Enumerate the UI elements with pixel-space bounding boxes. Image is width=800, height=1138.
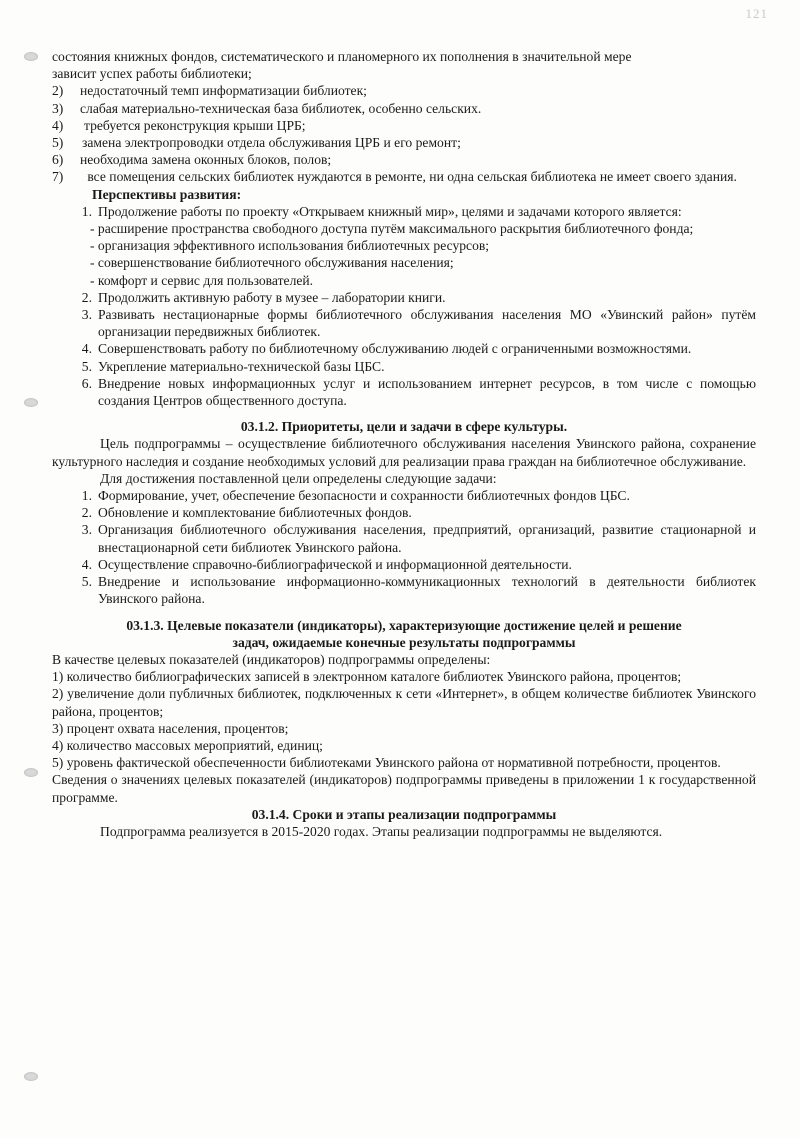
- problem-text: все помещения сельских библиотек нуждаются в ремонте, ни одна сельская библиотека не имеет своего здания.: [87, 169, 737, 185]
- problem-number: 2): [52, 83, 64, 99]
- perspective-number: 5.: [81, 358, 92, 374]
- document-body: [52, 48, 756, 840]
- task-number: 1.: [81, 488, 92, 504]
- perspective-text: Продолжить активную работу в музее – лаборатории книги.: [98, 289, 446, 305]
- indicator-item: 2) увеличение доли публичных библиотек, подключенных к сети «Интернет», в общем количестве библиотек Увинского района, процентов;: [52, 686, 756, 719]
- perspective-sub-item: - комфорт и сервис для пользователей.: [90, 272, 314, 288]
- problem-number: 5): [52, 135, 64, 151]
- perspective-text: Укрепление материально-технической базы ЦБС.: [98, 358, 385, 374]
- section-314-heading: 03.1.4. Сроки и этапы реализации подпрограммы: [251, 806, 557, 822]
- section-314-text: Подпрограмма реализуется в 2015-2020 годах. Этапы реализации подпрограммы не выделяются.: [100, 823, 663, 839]
- problem-item: [52, 117, 756, 134]
- task-item: [52, 573, 756, 607]
- section-313-note: Сведения о значениях целевых показателей (индикаторов) подпрограммы приведены в приложении 1 к государственной программе.: [52, 772, 756, 805]
- task-number: 4.: [81, 556, 92, 572]
- problem-item: [52, 82, 756, 99]
- task-text: Обновление и комплектование библиотечных фондов.: [98, 505, 412, 521]
- section-312-tasks-intro: Для достижения поставленной цели определены следующие задачи:: [100, 470, 497, 486]
- perspective-sub-item: - расширение пространства свободного доступа путём максимального раскрытия библиотечного фонда;: [90, 221, 694, 237]
- indicator-item: 4) количество массовых мероприятий, единиц;: [52, 737, 323, 753]
- perspective-text: Внедрение новых информационных услуг и использованием интернет ресурсов, в том числе с помощью создания Центров общественного доступа.: [98, 375, 756, 409]
- task-item: [52, 504, 756, 521]
- section-312-heading: 03.1.2. Приоритеты, цели и задачи в сфере культуры.: [240, 419, 568, 435]
- perspective-text: Совершенствовать работу по библиотечному обслуживанию людей с ограниченными возможностями.: [98, 341, 692, 357]
- problem-item: [52, 151, 756, 168]
- task-text: Организация библиотечного обслуживания населения, предприятий, организаций, развитие стационарной и внестационарной сети библиотек Увинского района.: [98, 522, 756, 555]
- perspective-text: Продолжение работы по проекту «Открываем книжный мир», целями и задачами которого является:: [98, 203, 682, 219]
- problem-number: 4): [52, 117, 64, 133]
- intro-line-1: состояния книжных фондов, систематического и планомерного их пополнения в значительной мере: [52, 49, 632, 64]
- task-number: 3.: [81, 522, 92, 538]
- perspective-number: 2.: [81, 289, 92, 305]
- problem-item: [52, 134, 756, 151]
- perspective-item: [52, 375, 756, 409]
- section-313-heading-line-1: 03.1.3. Целевые показатели (индикаторы), характеризующие достижение целей и решение: [126, 617, 682, 633]
- perspective-sub-item: - совершенствование библиотечного обслуживания населения;: [90, 255, 454, 271]
- perspective-item: [52, 306, 756, 340]
- problems-list: [52, 82, 756, 185]
- perspective-item: [52, 340, 756, 357]
- perspective-item: [52, 289, 756, 306]
- section-312-tasks-list: [52, 487, 756, 607]
- task-text: Осуществление справочно-библиографической и информационной деятельности.: [98, 556, 572, 572]
- problem-item: [52, 168, 756, 185]
- problem-item: [52, 100, 756, 117]
- task-text: Формирование, учет, обеспечение безопасности и сохранности библиотечных фондов ЦБС.: [98, 488, 630, 504]
- problem-text: требуется реконструкция крыши ЦРБ;: [84, 117, 306, 133]
- intro-text: [52, 48, 756, 82]
- problem-number: 7): [52, 169, 64, 185]
- perspective-sub-list: [52, 220, 756, 289]
- section-313-intro: В качестве целевых показателей (индикаторов) подпрограммы определены:: [52, 651, 491, 667]
- problem-number: 6): [52, 152, 64, 168]
- perspective-item: [52, 358, 756, 375]
- perspective-sub-item: - организация эффективного использования библиотечных ресурсов;: [90, 238, 490, 254]
- perspectives-heading: Перспективы развития:: [92, 186, 242, 202]
- punch-hole-mark: [24, 1072, 38, 1081]
- perspective-number: 3.: [81, 307, 92, 323]
- perspective-number: 4.: [81, 341, 92, 357]
- task-item: [52, 487, 756, 504]
- task-number: 2.: [81, 505, 92, 521]
- indicator-item: 3) процент охвата населения, процентов;: [52, 720, 289, 736]
- problem-text: замена электропроводки отдела обслуживания ЦРБ и его ремонт;: [82, 135, 461, 151]
- problem-text: недостаточный темп информатизации библиотек;: [80, 83, 367, 99]
- task-number: 5.: [81, 574, 92, 590]
- perspective-item: [52, 203, 756, 220]
- punch-hole-mark: [24, 768, 38, 777]
- perspective-number: 6.: [81, 375, 92, 391]
- perspective-number: 1.: [81, 203, 92, 219]
- problem-number: 3): [52, 100, 64, 116]
- page-number: 121: [745, 6, 768, 21]
- task-item: [52, 521, 756, 555]
- section-313-heading: [52, 617, 756, 651]
- punch-hole-mark: [24, 398, 38, 407]
- indicator-item: 5) уровень фактической обеспеченности библиотеками Увинского района от нормативной потребности, процентов.: [52, 755, 721, 771]
- perspective-text: Развивать нестационарные формы библиотечного обслуживания населения МО «Увинский район» путём организации передвижных библиотек.: [98, 307, 756, 340]
- section-312-goal: Цель подпрограммы – осуществление библиотечного обслуживания населения Увинского района, сохранение культурного наследия и создание необходимых условий для реализации права граждан на библиотечное обслуживание.: [52, 436, 756, 469]
- task-item: [52, 556, 756, 573]
- indicator-item: 1) количество библиографических записей в электронном каталоге библиотек Увинского района, процентов;: [52, 669, 682, 685]
- perspectives-list: [52, 203, 756, 409]
- problem-text: необходима замена оконных блоков, полов;: [80, 152, 332, 168]
- task-text: Внедрение и использование информационно-коммуникационных технологий в деятельности библиотек Увинского района.: [98, 574, 756, 607]
- problem-text: слабая материально-техническая база библиотек, особенно сельских.: [80, 100, 482, 116]
- intro-line-2: зависит успех работы библиотеки;: [52, 66, 252, 82]
- punch-hole-mark: [24, 52, 38, 61]
- section-313-heading-line-2: задач, ожидаемые конечные результаты подпрограммы: [232, 634, 576, 650]
